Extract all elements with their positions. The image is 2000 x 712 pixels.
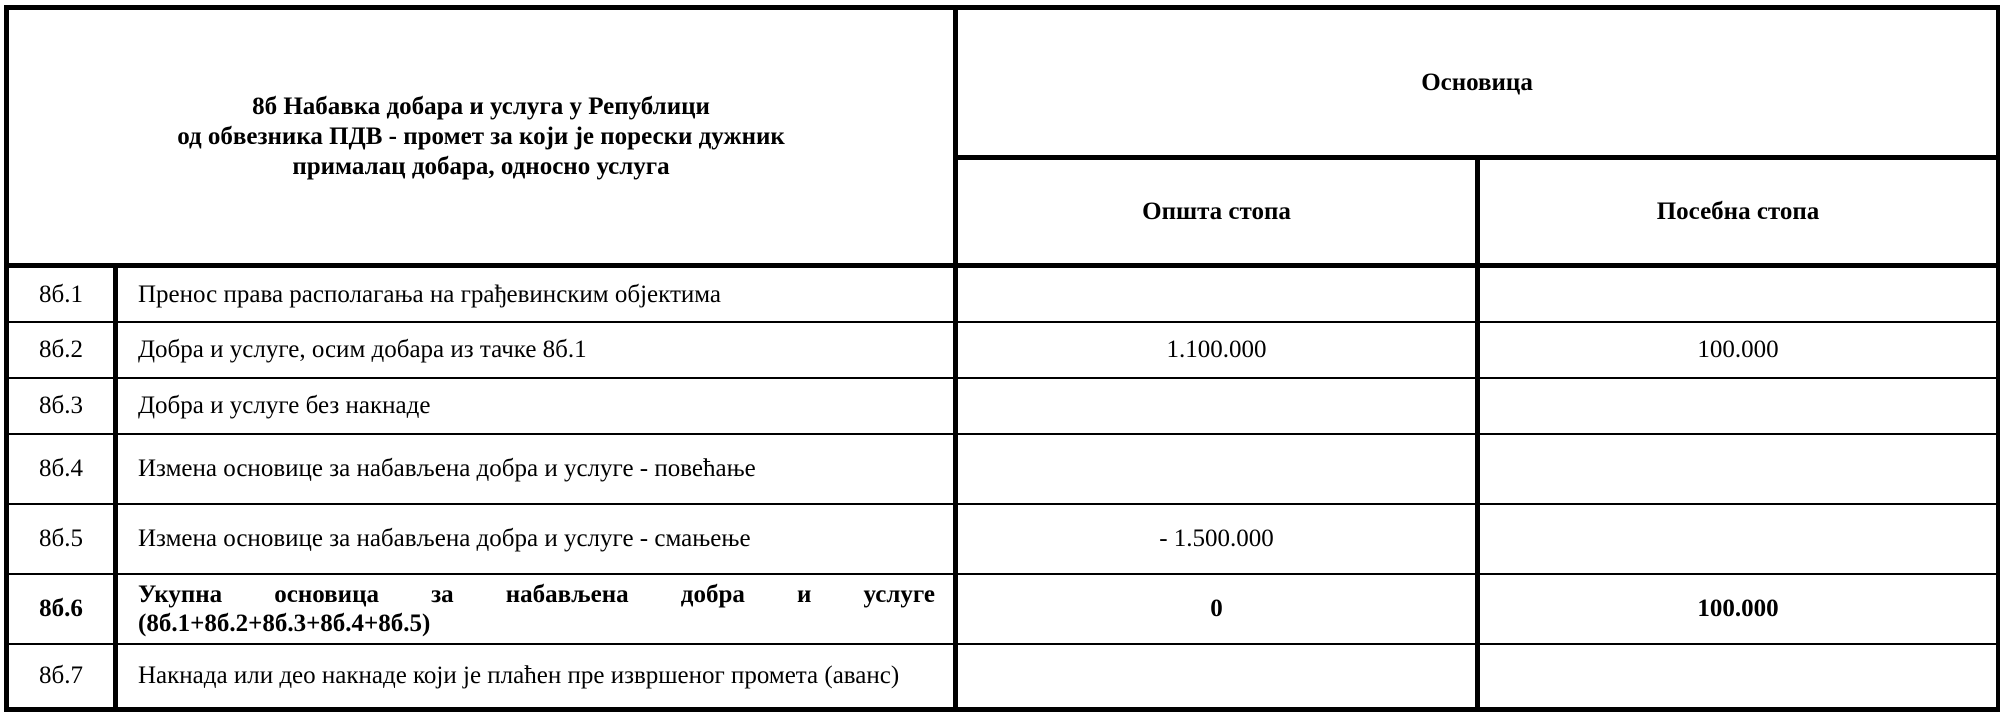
row-description: Измена основице за набављена добра и услуге - смањење bbox=[116, 504, 956, 574]
row-description: Измена основице за набављена добра и услуге - повећање bbox=[116, 434, 956, 504]
row-code: 8б.7 bbox=[7, 644, 116, 710]
row-code: 8б.2 bbox=[7, 322, 116, 378]
table-row bbox=[7, 322, 1999, 378]
special-rate-value[interactable] bbox=[1478, 434, 1999, 504]
special-rate-value[interactable] bbox=[1478, 644, 1999, 710]
general-rate-header: Општа стопа bbox=[956, 158, 1478, 266]
row-description: Пренос права располагања на грађевинским објектима bbox=[116, 266, 956, 322]
general-rate-total: 0 bbox=[956, 574, 1478, 644]
general-rate-value[interactable] bbox=[956, 266, 1478, 322]
special-rate-value[interactable] bbox=[1478, 266, 1999, 322]
row-code: 8б.1 bbox=[7, 266, 116, 322]
general-rate-value[interactable]: 1.100.000 bbox=[956, 322, 1478, 378]
total-row bbox=[7, 574, 1999, 644]
general-rate-value[interactable] bbox=[956, 644, 1478, 710]
table-row bbox=[7, 378, 1999, 434]
special-rate-value[interactable] bbox=[1478, 504, 1999, 574]
base-header: Основица bbox=[956, 8, 1999, 158]
row-description: Добра и услуге, осим добара из тачке 8б.1 bbox=[116, 322, 956, 378]
row-description: Добра и услуге без накнаде bbox=[116, 378, 956, 434]
table-row bbox=[7, 434, 1999, 504]
special-rate-total: 100.000 bbox=[1478, 574, 1999, 644]
table-row bbox=[7, 644, 1999, 710]
section-title-cell bbox=[7, 8, 956, 266]
section-title-line-1: 8б Набавка добара и услуга у Републици bbox=[252, 92, 710, 120]
vat-purchases-table bbox=[4, 5, 2000, 712]
row-code: 8б.4 bbox=[7, 434, 116, 504]
special-rate-header: Посебна стопа bbox=[1478, 158, 1999, 266]
table-row bbox=[7, 504, 1999, 574]
general-rate-value[interactable] bbox=[956, 378, 1478, 434]
section-title-line-2: од обвезника ПДВ - промет за који је порески дужник bbox=[177, 122, 785, 150]
row-code: 8б.5 bbox=[7, 504, 116, 574]
row-description: Укупна основица за набављена добра и услуге (8б.1+8б.2+8б.3+8б.4+8б.5) bbox=[116, 574, 956, 644]
row-description: Накнада или део накнаде који је плаћен пре извршеног промета (аванс) bbox=[116, 644, 956, 710]
row-code: 8б.6 bbox=[7, 574, 116, 644]
general-rate-value[interactable]: - 1.500.000 bbox=[956, 504, 1478, 574]
section-title-line-3: прималац добара, односно услуга bbox=[292, 152, 670, 180]
row-code: 8б.3 bbox=[7, 378, 116, 434]
special-rate-value[interactable]: 100.000 bbox=[1478, 322, 1999, 378]
section-title bbox=[9, 92, 953, 182]
special-rate-value[interactable] bbox=[1478, 378, 1999, 434]
table-row bbox=[7, 266, 1999, 322]
general-rate-value[interactable] bbox=[956, 434, 1478, 504]
